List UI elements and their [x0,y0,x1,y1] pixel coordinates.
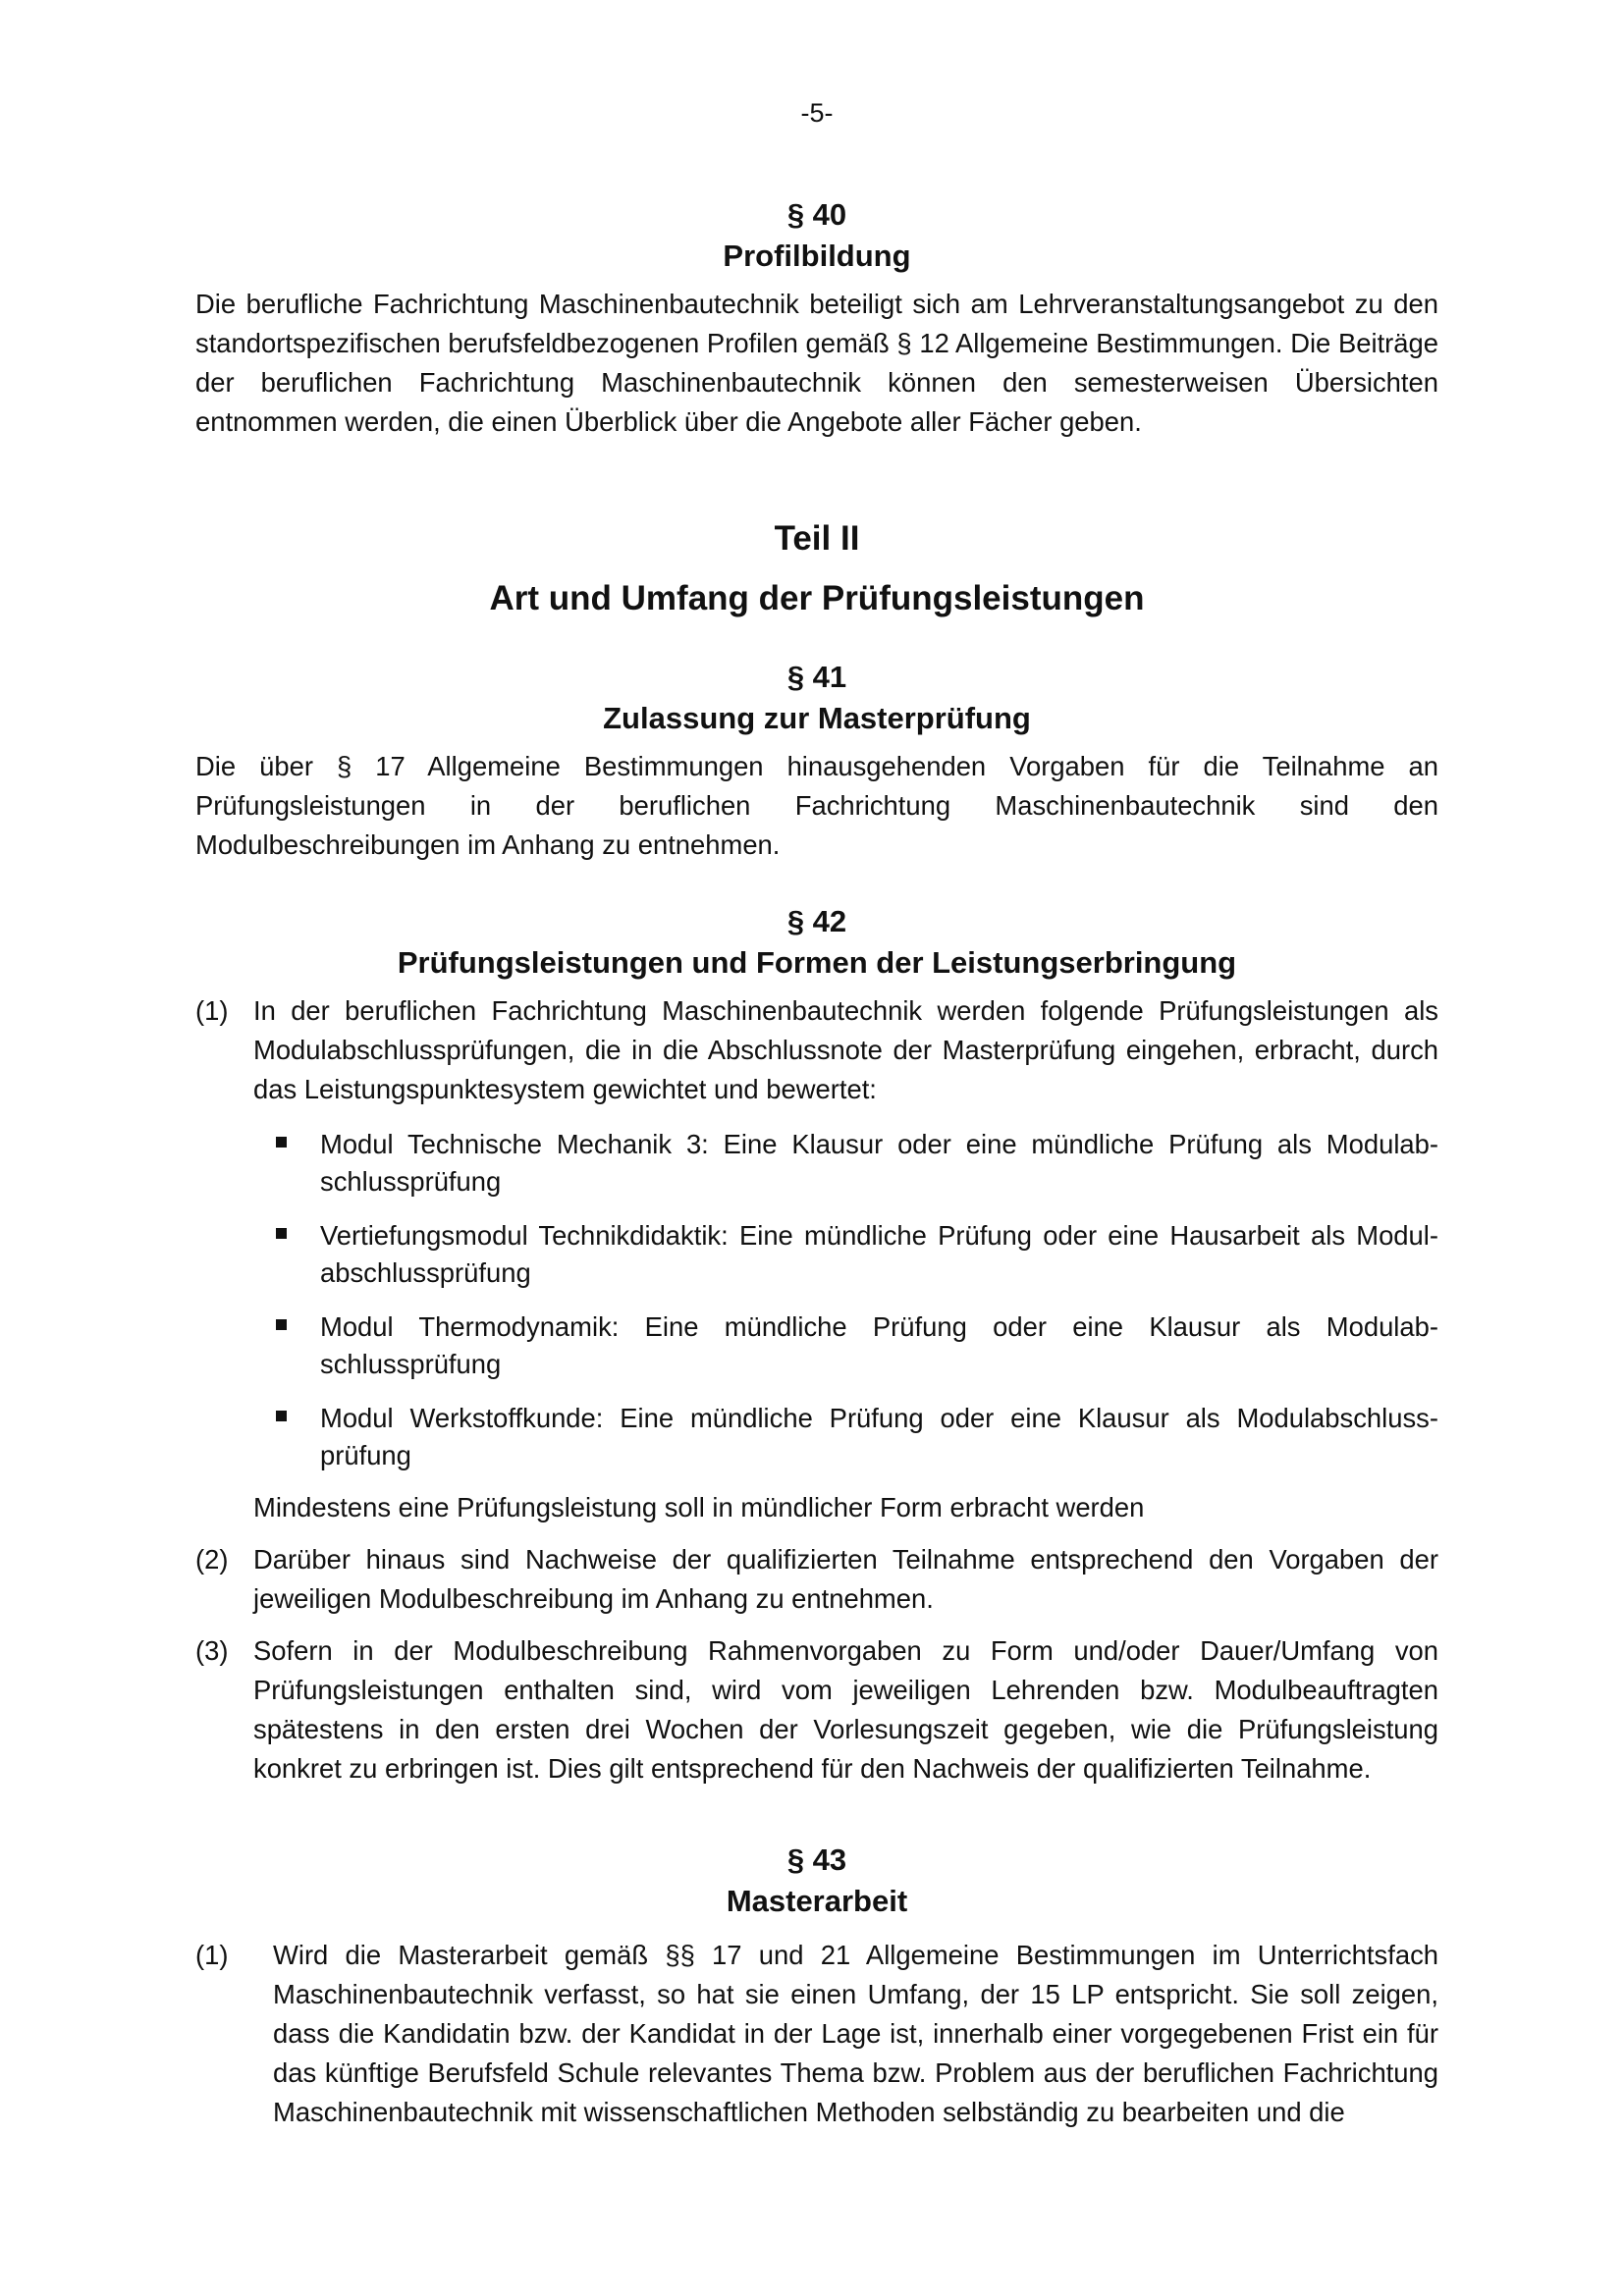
section-number: § 43 [786,1842,847,1877]
exam-list [253,1126,1438,1474]
list-item [320,1308,1438,1383]
part-title: Teil II [774,519,860,558]
paragraph-text: In der beruflichen Fachrichtung Maschinenbautechnik werden folgende Prüfungsleistungen als Modulabschlussprüfungen, die in die Abschlussnote der Masterprüfung eingehen, erbracht, durch das Leistungspunktesystem gewichtet und bewertet: [253,995,1438,1104]
list-item [320,1126,1438,1201]
paragraph-2 [195,1540,1438,1619]
part-heading [195,517,1438,620]
section-title: Zulassung zur Masterprüfung [603,701,1031,735]
paragraph-number: (2) [195,1544,229,1575]
section-number: § 42 [786,904,847,938]
paragraph-number: (1) [195,995,229,1026]
paragraph-1 [195,1936,1438,2132]
section-41 [195,657,1438,865]
section-number: § 40 [786,197,847,232]
section-43 [195,1840,1438,2132]
section-40 [195,194,1438,442]
bullet-icon [276,1411,287,1421]
paragraph-text: Sofern in der Modulbeschreibung Rahmenvorgaben zu Form und/oder Dauer/Umfang von Prüfungsleistungen enthalten sind, wird vom jeweiligen Lehrenden bzw. Modulbeauftragten spätestens in den ersten drei Wochen der Vorlesungszeit gegeben, wie die Prüfungsleistung konkret zu erbringen ist. Dies gilt entsprechend für den Nachweis der qualifizierten Teilnahme. [253,1635,1438,1784]
bullet-icon [276,1137,287,1148]
list-item [320,1217,1438,1292]
section-title: Masterarbeit [726,1884,908,1918]
paragraph-text: Darüber hinaus sind Nachweise der qualifizierten Teilnahme entsprechend den Vorgaben der jeweiligen Modulbeschreibung im Anhang zu entnehmen. [253,1544,1438,1614]
paragraph-1 [195,991,1438,1527]
section-42 [195,901,1438,1789]
list-item-text: Modul Werkstoffkunde: Eine mündliche Prüfung oder eine Klausur als Modulabschlussprüfung [320,1403,1438,1470]
paragraph-text: Wird die Masterarbeit gemäß §§ 17 und 21 Allgemeine Bestimmungen im Unterrichtsfach Maschinenbautechnik verfasst, so hat sie einen Umfang, der 15 LP entspricht. Sie soll zeigen, dass die Kandidatin bzw. der Kandidat in der Lage ist, innerhalb einer vorgegebenen Frist ein für das künftige Berufsfeld Schule relevantes Thema bzw. Problem aus der beruflichen Fachrichtung Maschinenbautechnik mit wissenschaftlichen Methoden selbständig zu bearbeiten und die [273,1940,1438,2127]
paragraph-number: (1) [195,1940,229,1970]
page-number: -5- [800,98,834,128]
bullet-icon [276,1319,287,1330]
bullet-icon [276,1228,287,1239]
list-item-text: Modul Technische Mechanik 3: Eine Klausur oder eine mündliche Prüfung als Modulabschlussprüfung [320,1129,1438,1197]
paragraph-number: (3) [195,1635,229,1666]
paragraph-note: Mindestens eine Prüfungsleistung soll in mündlicher Form erbracht werden [253,1492,1145,1522]
section-title: Profilbildung [723,239,911,273]
list-item [320,1400,1438,1474]
list-item-text: Modul Thermodynamik: Eine mündliche Prüfung oder eine Klausur als Modulabschlussprüfung [320,1311,1438,1379]
paragraph-3 [195,1631,1438,1789]
section-paragraph: Die berufliche Fachrichtung Maschinenbautechnik beteiligt sich am Lehrveranstaltungsangebot zu den standortspezifischen berufsfeldbezogenen Profilen gemäß § 12 Allgemeine Bestimmungen. Die Beiträge der beruflichen Fachrichtung Maschinenbautechnik können den semesterweisen Übersichten entnommen werden, die einen Überblick über die Angebote aller Fächer geben. [195,289,1438,437]
section-number: § 41 [786,660,847,694]
section-paragraph: Die über § 17 Allgemeine Bestimmungen hinausgehenden Vorgaben für die Teilnahme an Prüfungsleistungen in der beruflichen Fachrichtung Maschinenbautechnik sind den Modulbeschreibungen im Anhang zu entnehmen. [195,751,1438,860]
section-title: Prüfungsleistungen und Formen der Leistungserbringung [397,945,1237,980]
part-subtitle: Art und Umfang der Prüfungsleistungen [489,579,1145,617]
list-item-text: Vertiefungsmodul Technikdidaktik: Eine mündliche Prüfung oder eine Hausarbeit als Modulabschlussprüfung [320,1220,1438,1288]
